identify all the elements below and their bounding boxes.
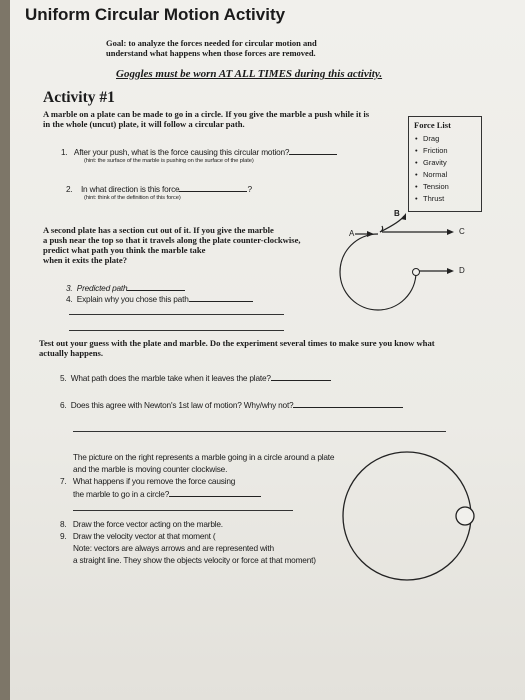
intro-line-2: in the whole (uncut) plate, it will follow a circular path. [43, 119, 245, 129]
second-plate-line-4: when it exits the plate? [43, 255, 128, 265]
label-a: A [349, 229, 355, 238]
question-9-line-2: Note: vectors are always arrows and are represented with [73, 543, 274, 553]
activity-heading: Activity #1 [43, 89, 115, 106]
force-item: • Thrust [415, 194, 445, 203]
force-item: • Gravity [415, 158, 447, 167]
test-line-2: actually happens. [39, 348, 103, 358]
worksheet-page [10, 0, 525, 700]
question-5: 5. What path does the marble take when it leaves the plate? [60, 372, 331, 383]
force-item: • Friction [415, 146, 448, 155]
question-9: 9. Draw the velocity vector at that moment ( [60, 531, 216, 541]
picture-note-line-2: and the marble is moving counter clockwise. [73, 464, 228, 474]
force-list-title: Force List [414, 120, 451, 130]
force-item: • Tension [415, 182, 449, 191]
question-7-line-2: the marble to go in a circle? [73, 488, 261, 499]
question-3: 3. Predicted path [66, 282, 185, 293]
question-8: 8. Draw the force vector acting on the marble. [60, 519, 223, 529]
label-d: D [459, 266, 465, 275]
question-2: 2. In what direction is this force ? [66, 184, 252, 194]
question-1-hint: (hint: the surface of the marble is pushing on the surface of the plate) [84, 158, 254, 164]
marble [456, 507, 474, 525]
goggles-warning: Goggles must be worn AT ALL TIMES during this activity. [116, 68, 383, 80]
question-1: 1. After your push, what is the force causing this circular motion? [61, 146, 337, 157]
second-plate-line-2: a push near the top so that it travels along the plate counter-clockwise, [43, 235, 301, 245]
question-4: 4. Explain why you chose this path [66, 293, 253, 304]
goal-line-1: Goal: to analyze the forces needed for circular motion and [106, 38, 317, 48]
picture-note-line-1: The picture on the right represents a marble going in a circle around a plate [73, 452, 335, 462]
intro-line-1: A marble on a plate can be made to go in a circle. If you give the marble a push while it is [43, 109, 370, 119]
question-7: 7. What happens if you remove the force causing [60, 476, 236, 486]
plate-circle [343, 452, 471, 580]
second-plate-line-1: A second plate has a section cut out of it. If you give the marble [43, 225, 274, 235]
test-line-1: Test out your guess with the plate and marble. Do the experiment several times to make sure you know what [39, 338, 435, 348]
goal-line-2: understand what happens when those forces are removed. [106, 48, 316, 58]
force-item: • Drag [415, 134, 440, 143]
force-item: • Normal [415, 170, 448, 179]
label-c: C [459, 227, 465, 236]
page-title: Uniform Circular Motion Activity [25, 5, 286, 24]
label-b: B [394, 209, 400, 218]
question-9-line-3: a straight line. They show the objects velocity or force at that moment) [73, 555, 316, 565]
question-6: 6. Does this agree with Newton's 1st law of motion? Why/why not? [60, 399, 403, 410]
second-plate-line-3: predict what path you think the marble take [43, 245, 206, 255]
full-plate-diagram [10, 0, 525, 700]
question-2-hint: (hint: think of the definition of this force) [84, 195, 181, 201]
